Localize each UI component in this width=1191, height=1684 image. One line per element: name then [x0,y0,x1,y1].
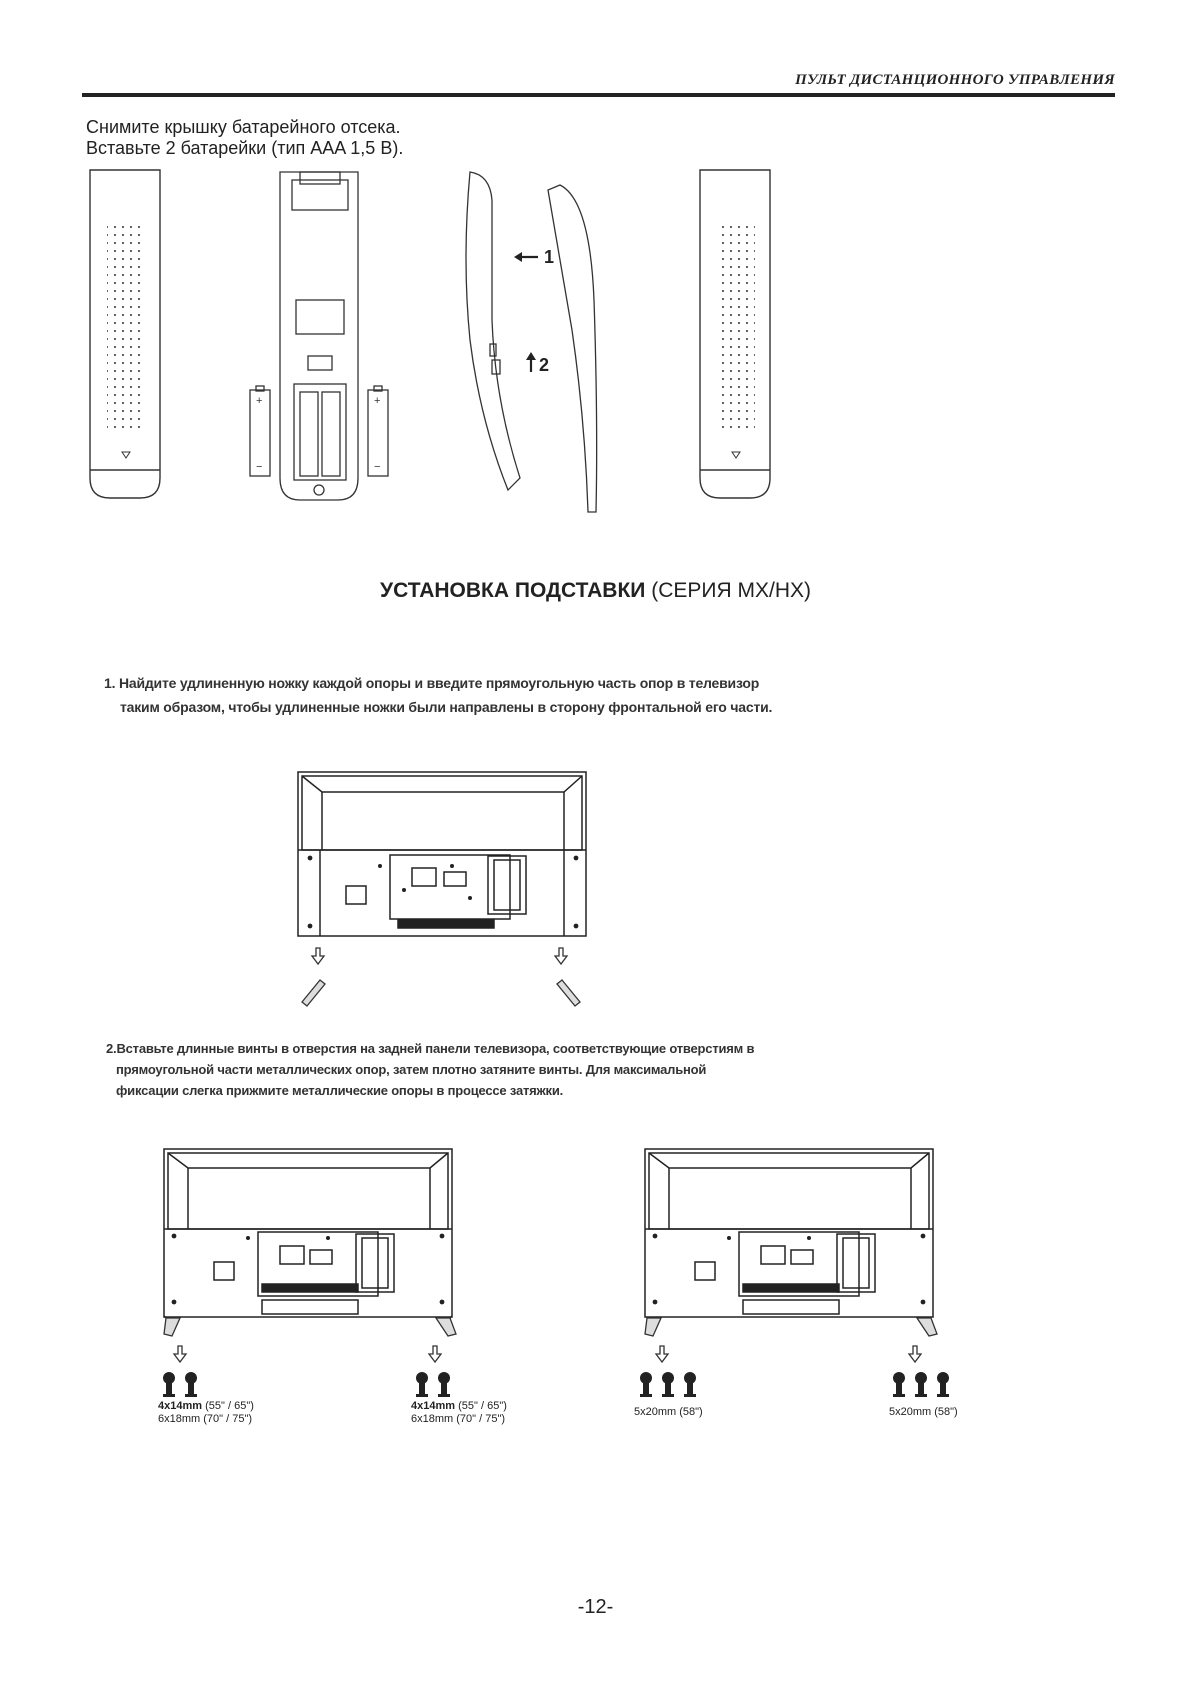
remote-instruction-line-1: Снимите крышку батарейного отсека. [86,117,401,137]
screw-size-line-2: 6x18mm (70" / 75") [158,1413,253,1425]
tv-back-panel-1 [298,772,586,936]
screw-size-note: (55" / 65") [458,1400,507,1412]
screw-size-bold: 4x14mm [158,1400,203,1412]
stand-title-series: (СЕРИЯ MX/HX) [651,579,811,602]
arrow-up-icon [312,948,567,964]
screw-caption-left-1 [158,1400,254,1426]
tv-screw-holes-1 [308,856,579,929]
svg-text:+: + [256,395,263,407]
screw-size-bold: 4x14mm [411,1400,456,1412]
tv-screw-holes-left [172,1234,445,1305]
remote-side-view [466,172,597,512]
screw-icon [163,1372,949,1397]
remote-illustration [0,0,1191,540]
page-number: -12- [577,1596,614,1618]
screw-size-line-2: 6x18mm (70" / 75") [411,1413,506,1425]
arrow-2-label: 2 [539,355,550,375]
step-2-line-3: фиксации слегка прижмите металлические опоры в процессе затяжки. [116,1083,564,1098]
svg-text:+: + [374,395,381,407]
remote-back-view-left [90,170,160,498]
tv-screw-holes-right [653,1234,926,1305]
tv-back-panel-right [645,1149,933,1317]
arrow-up-icon [174,1346,921,1362]
step-1-line-2: таким образом, чтобы удлиненные ножки были направлены в сторону фронтальной его части. [120,699,773,715]
screw-caption-right-1: 5x20mm (58") [634,1406,703,1418]
screw-size-note: (55" / 65") [205,1400,254,1412]
step-1-line-1: 1. Найдите удлиненную ножку каждой опоры и введите прямоугольную часть опор в телевизор [104,675,760,691]
arrow-2-icon [526,352,536,372]
step-2-text [106,1038,866,1101]
remote-instruction-line-2: Вставьте 2 батарейки (тип AAA 1,5 В). [86,138,404,158]
remote-back-view-right [700,170,770,498]
stand-title-bold: УСТАНОВКА ПОДСТАВКИ [380,579,646,602]
remote-open-batteries [250,172,388,500]
step-2-line-2: прямоугольной части металлических опор, затем плотно затяните винты. Для максимальной [116,1062,707,1077]
page-header-title: ПУЛЬТ ДИСТАНЦИОННОГО УПРАВЛЕНИЯ [795,72,1115,88]
screw-caption-left-2 [411,1400,507,1426]
stand-leg-left [164,1318,456,1336]
step-1-text [104,671,924,719]
arrow-1-label: 1 [544,247,555,267]
screw-caption-right-2: 5x20mm (58") [889,1406,958,1418]
tv-back-panel-left [164,1149,452,1322]
arrow-1-icon [514,252,538,262]
stand-leg-icon [302,980,580,1006]
svg-text:−: − [256,461,263,473]
stand-section-title [0,579,1191,603]
step-2-line-1: 2.Вставьте длинные винты в отверстия на задней панели телевизора, соответствующие отверстиям в [106,1041,755,1056]
stand-leg-right [645,1318,937,1336]
svg-text:−: − [374,461,381,473]
